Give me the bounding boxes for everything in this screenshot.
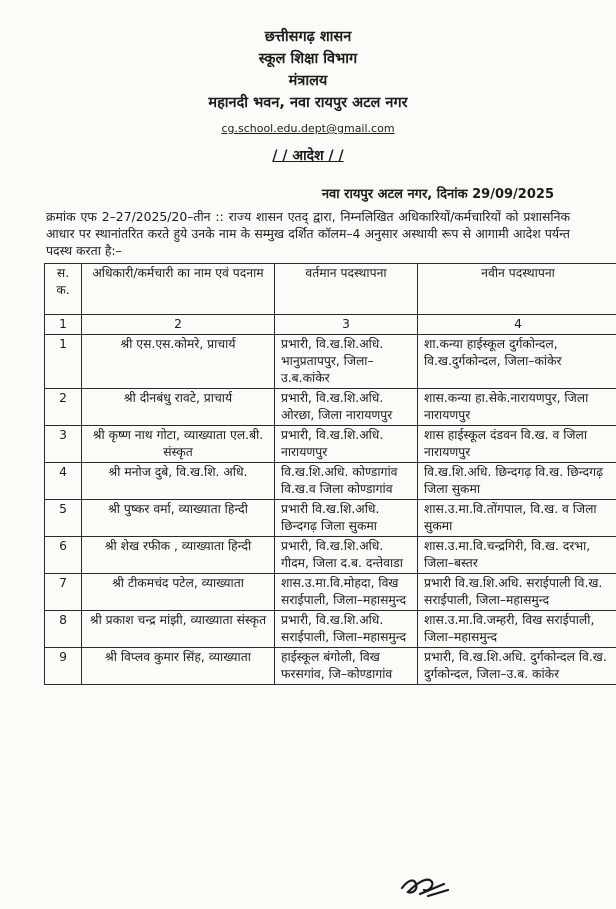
row-current-posting: प्रभारी वि.ख.शि.अधि. छिन्दगढ़ जिला सुकमा [275, 500, 418, 537]
table-row [45, 335, 616, 389]
table-row [45, 537, 616, 574]
signature-mark [398, 870, 454, 900]
column-number: 3 [275, 315, 418, 335]
row-new-posting: शास.उ.मा.वि.चन्द्रगिरी, वि.ख. दरभा, जिला–बस्तर [418, 537, 616, 574]
header-name: अधिकारी/कर्मचारी का नाम एवं पदनाम [82, 264, 275, 315]
table-row [45, 500, 616, 537]
row-serial: 2 [45, 389, 82, 426]
row-current-posting: प्रभारी, वि.ख.शि.अधि. सराईपाली, जिला–महासमुन्द [275, 611, 418, 648]
table-row [45, 426, 616, 463]
table-row [45, 574, 616, 611]
row-current-posting: प्रभारी, वि.ख.शि.अधि. भानुप्रतापपुर, जिला–उ.ब.कांकेर [275, 335, 418, 389]
row-current-posting: शास.उ.मा.वि.मोहदा, विख सराईपाली, जिला–महासमुन्द [275, 574, 418, 611]
row-new-posting: शास.कन्या हा.सेके.नारायणपुर, जिला नारायणपुर [418, 389, 616, 426]
row-new-posting: शा.कन्या हाईस्कूल दुर्गकोन्दल, वि.ख.दुर्गकोन्दल, जिला–कांकेर [418, 335, 616, 389]
header-serial: स. क. [45, 264, 82, 315]
row-new-posting: शास हाईस्कूल दंडवन वि.ख. व जिला नारायणपुर [418, 426, 616, 463]
transfer-table [44, 263, 616, 685]
row-name-designation: श्री मनोज दुबे, वि.ख.शि. अधि. [82, 463, 275, 500]
column-number: 1 [45, 315, 82, 335]
row-serial: 1 [45, 335, 82, 389]
row-new-posting: प्रभारी, वि.ख.शि.अधि. दुर्गकोन्दल वि.ख. दुर्गकोन्दल, जिला–उ.ब. कांकेर [418, 648, 616, 685]
row-new-posting: शास.उ.मा.वि.तोंगपाल, वि.ख. व जिला सुकमा [418, 500, 616, 537]
row-serial: 5 [45, 500, 82, 537]
row-serial: 4 [45, 463, 82, 500]
office-address: महानदी भवन, नवा रायपुर अटल नगर [208, 95, 408, 111]
row-new-posting: शास.उ.मा.वि.जम्हरी, विख सराईपाली, जिला–महासमुन्द [418, 611, 616, 648]
letterhead [0, 26, 616, 165]
table-row [45, 648, 616, 685]
row-name-designation: श्री एस.एस.कोमरे, प्राचार्य [82, 335, 275, 389]
place-and-date: नवा रायपुर अटल नगर, दिनांक 29/09/2025 [321, 187, 554, 202]
table-row [45, 389, 616, 426]
row-current-posting: प्रभारी, वि.ख.शि.अधि. नारायणपुर [275, 426, 418, 463]
table-row [45, 611, 616, 648]
ministry-label: मंत्रालय [288, 73, 328, 89]
header-current-posting: वर्तमान पदस्थापना [275, 264, 418, 315]
column-number: 4 [418, 315, 616, 335]
row-new-posting: वि.ख.शि.अधि. छिन्दगढ़ वि.ख. छिन्दगढ़ जिला सुकमा [418, 463, 616, 500]
order-title [0, 146, 616, 165]
row-name-designation: श्री शेख रफीक , व्याख्याता हिन्दी [82, 537, 275, 574]
table-header-row [45, 264, 616, 315]
column-number: 2 [82, 315, 275, 335]
header-new-posting: नवीन पदस्थापना [418, 264, 616, 315]
government-name: छत्तीसगढ़ शासन [264, 29, 352, 45]
row-current-posting: वि.ख.शि.अधि. कोण्डागांव वि.ख.व जिला कोण्डागांव [275, 463, 418, 500]
row-name-designation: श्री प्रकाश चन्द्र मांझी, व्याख्याता संस्कृत [82, 611, 275, 648]
row-serial: 9 [45, 648, 82, 685]
department-email[interactable]: cg.school.edu.dept@gmail.com [221, 122, 395, 135]
row-name-designation: श्री टीकमचंद पटेल, व्याख्याता [82, 574, 275, 611]
row-serial: 3 [45, 426, 82, 463]
order-intro-paragraph: क्रमांक एफ 2–27/2025/20–तीन :: राज्य शासन एतद् द्वारा, निम्नलिखित अधिकारियों/कर्मचारियों को प्रशासनिक आधार पर स्थानांतरित करते हुये उनके नाम के सम्मुख दर्शित कॉलम–4 अनुसार अस्थायी रूप से आगामी आदेश पर्यन्त पदस्थ करता है:– [46, 209, 570, 258]
row-serial: 6 [45, 537, 82, 574]
row-name-designation: श्री पुष्कर वर्मा, व्याख्याता हिन्दी [82, 500, 275, 537]
column-number-row [45, 315, 616, 335]
row-current-posting: प्रभारी, वि.ख.शि.अधि. ओरछा, जिला नारायणपुर [275, 389, 418, 426]
row-current-posting: प्रभारी, वि.ख.शि.अधि. गीदम, जिला द.ब. दन्तेवाडा [275, 537, 418, 574]
row-current-posting: हाईस्कूल बंगोली, विख फरसगांव, जि–कोण्डागांव [275, 648, 418, 685]
table-row [45, 463, 616, 500]
row-name-designation: श्री दीनबंधु रावटे, प्राचार्य [82, 389, 275, 426]
row-name-designation: श्री कृष्ण नाथ गोटा, व्याख्याता एल.बी. संस्कृत [82, 426, 275, 463]
row-serial: 8 [45, 611, 82, 648]
department-name: स्कूल शिक्षा विभाग [258, 51, 358, 67]
row-serial: 7 [45, 574, 82, 611]
order-title-text: / / आदेश / / [272, 148, 344, 164]
row-name-designation: श्री विप्लव कुमार सिंह, व्याख्याता [82, 648, 275, 685]
row-new-posting: प्रभारी वि.ख.शि.अधि. सराईपाली वि.ख. सराईपाली, जिला–महासमुन्द [418, 574, 616, 611]
